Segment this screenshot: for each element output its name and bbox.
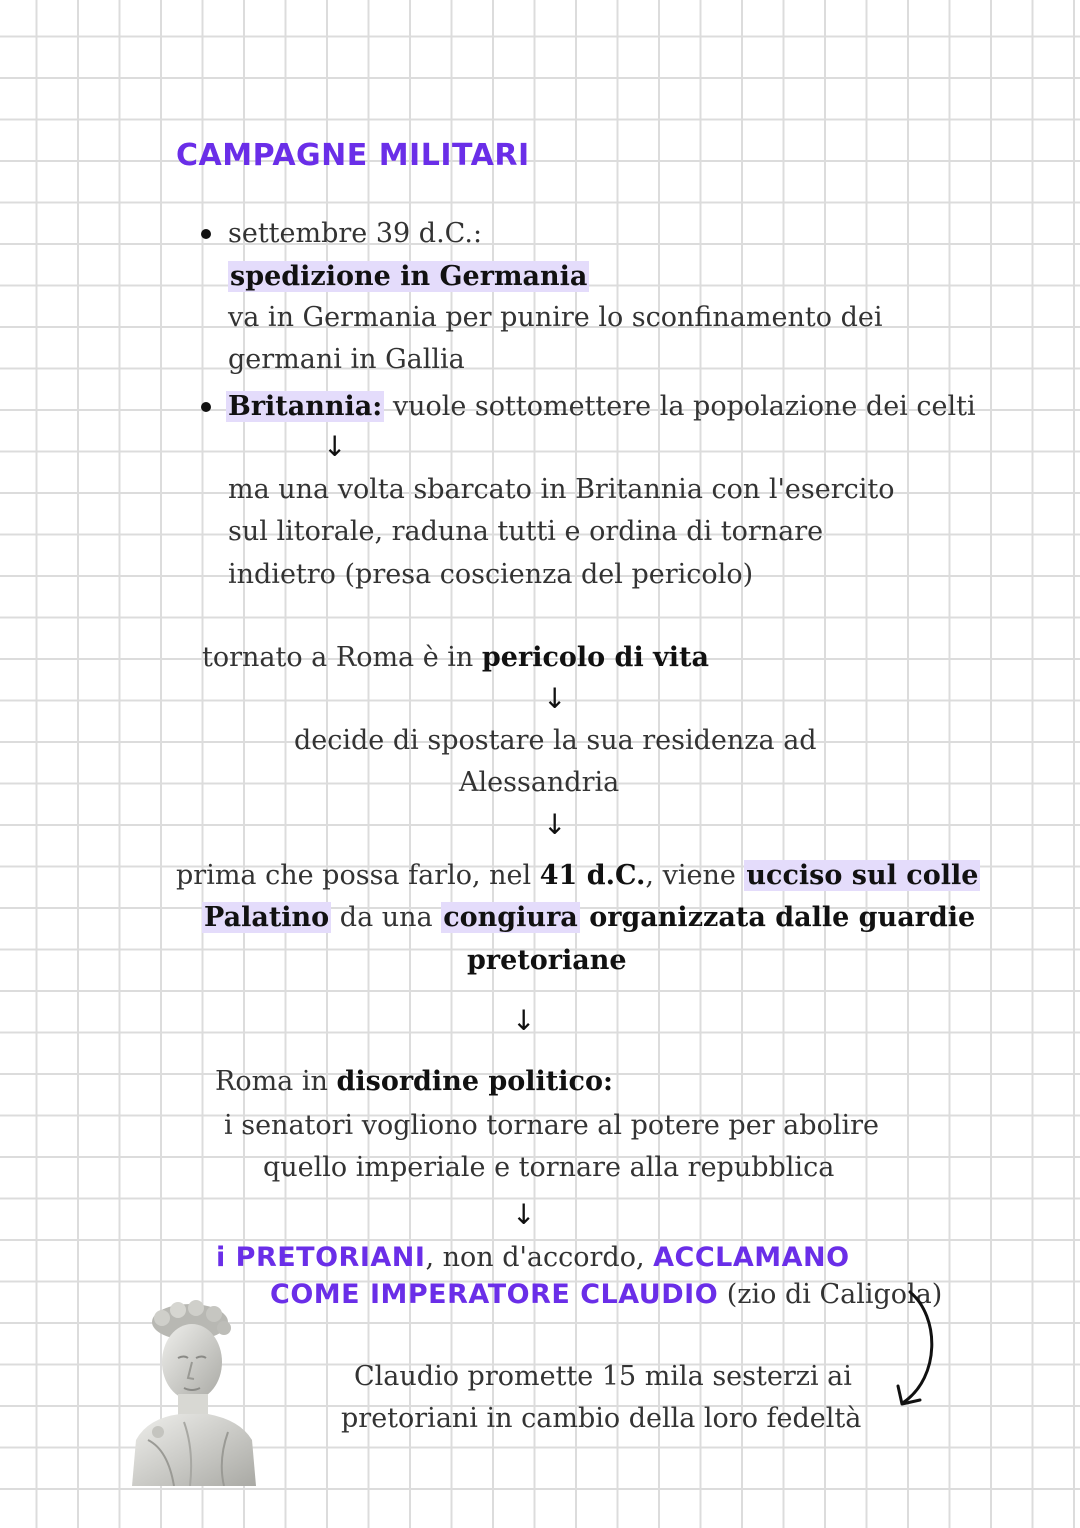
morte-b3: pretoriane bbox=[467, 945, 627, 976]
claudio-zio: (zio di Caligola) bbox=[718, 1279, 943, 1310]
morte-hl2: Palatino bbox=[204, 902, 330, 933]
morte-hl1: ucciso sul colle bbox=[746, 860, 979, 891]
down-arrow-icon: ↓ bbox=[323, 430, 347, 463]
morte-line1 bbox=[176, 855, 980, 897]
disordine-line2: quello imperiale e tornare alla repubblica bbox=[263, 1152, 835, 1183]
claudio-mid: , non d'accordo, bbox=[425, 1242, 654, 1273]
britannia-detail2: sul litorale, raduna tutti e ordina di tornare bbox=[228, 516, 824, 547]
claudio-line1 bbox=[216, 1237, 850, 1279]
disordine-line bbox=[215, 1061, 613, 1103]
britannia-label: Britannia: bbox=[228, 391, 383, 422]
morte-p1: prima che possa farlo, nel bbox=[176, 860, 540, 891]
britannia-detail1: ma una volta sbarcato in Britannia con l'esercito bbox=[228, 474, 895, 505]
britannia-text: vuole sottomettere la popolazione dei celti bbox=[384, 391, 976, 422]
bullet-dot bbox=[201, 402, 211, 412]
bullet-dot bbox=[201, 229, 211, 239]
down-arrow-icon: ↓ bbox=[512, 1004, 536, 1037]
pretoriani-label: i PRETORIANI bbox=[216, 1242, 426, 1273]
germania-line1: va in Germania per punire lo sconfinamento dei bbox=[228, 302, 883, 333]
britannia-line bbox=[226, 386, 976, 428]
disordine-pre: Roma in bbox=[215, 1066, 337, 1097]
germania-date: settembre 39 d.C.: bbox=[228, 218, 483, 249]
promessa-line2: pretoriani in cambio della loro fedeltà bbox=[341, 1403, 862, 1434]
curved-arrow-icon bbox=[890, 1282, 950, 1412]
britannia-detail3: indietro (presa coscienza del pericolo) bbox=[228, 559, 754, 590]
promessa-line1: Claudio promette 15 mila sesterzi ai bbox=[354, 1361, 852, 1392]
claudio-line2 bbox=[270, 1274, 942, 1316]
morte-p3: da una bbox=[331, 902, 442, 933]
residenza-line2: Alessandria bbox=[459, 767, 620, 798]
claudius-bust-image bbox=[128, 1300, 260, 1486]
germania-heading: spedizione in Germania bbox=[230, 261, 588, 292]
roma-pre: tornato a Roma è in bbox=[202, 642, 482, 673]
morte-b2: organizzata dalle guardie bbox=[579, 902, 976, 933]
acclamano-label: ACCLAMANO bbox=[653, 1242, 850, 1273]
down-arrow-icon: ↓ bbox=[543, 808, 567, 841]
morte-p2: , viene bbox=[645, 860, 745, 891]
morte-line2 bbox=[202, 897, 975, 939]
imperatore-label: COME IMPERATORE CLAUDIO bbox=[270, 1279, 719, 1310]
roma-bold: pericolo di vita bbox=[481, 642, 710, 673]
disordine-bold: disordine politico: bbox=[336, 1066, 613, 1097]
roma-line bbox=[202, 637, 709, 679]
morte-date: 41 d.C. bbox=[539, 860, 646, 891]
disordine-line1: i senatori vogliono tornare al potere per abolire bbox=[224, 1110, 879, 1141]
residenza-line1: decide di spostare la sua residenza ad bbox=[294, 725, 817, 756]
down-arrow-icon: ↓ bbox=[512, 1198, 536, 1231]
morte-hl3: congiura bbox=[443, 902, 578, 933]
page-title: CAMPAGNE MILITARI bbox=[176, 138, 530, 173]
germania-line2: germani in Gallia bbox=[228, 344, 465, 375]
down-arrow-icon: ↓ bbox=[543, 682, 567, 715]
